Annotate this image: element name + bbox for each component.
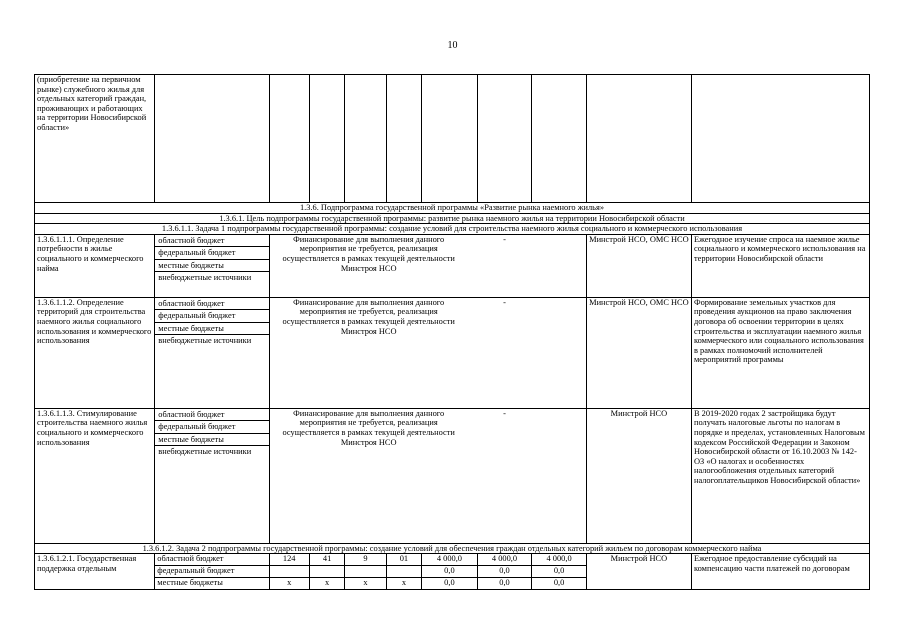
result-cell: В 2019-2020 годах 2 застройщика будут получать налоговые льготы по налогам в порядке и пределах, установленных Налоговым кодексом Российской Федерации и Законом Новосибирской области от 16.10.2003 № 142-ОЗ «О налогах и особенностях налогообложения отдельных категорий налогоплательщиков Новосибирской области» bbox=[691, 408, 869, 543]
executor-cell: Минстрой НСО bbox=[586, 408, 691, 543]
executor-cell: Минстрой НСО bbox=[586, 554, 691, 590]
table-row bbox=[35, 75, 870, 203]
measure-name-cell: 1.3.6.1.1.1. Определение потребности в жилье социального и коммерческого найма bbox=[35, 234, 155, 297]
dash-value: - bbox=[503, 234, 506, 244]
task1-header-row bbox=[35, 224, 870, 235]
goal-header-row bbox=[35, 213, 870, 224]
page-number: 10 bbox=[447, 40, 458, 51]
subprogram-title: 1.3.6. Подпрограмма государственной программы «Развитие рынка наемного жилья» bbox=[35, 203, 870, 214]
funding-note: Финансирование для выполнения данного мероприятия не требуется, реализация осуществляется в рамках текущей деятельности Минстроя НСО - bbox=[269, 234, 586, 297]
executor-cell: Минстрой НСО, ОМС НСО bbox=[586, 297, 691, 408]
task1-title: 1.3.6.1.1. Задача 1 подпрограммы государственной программы: создание условий для строительства наемного жилья социального и коммерческого использования bbox=[35, 224, 870, 235]
measure-name-cell: 1.3.6.1.1.3. Стимулирование строительства наемного жилья социального и коммерческого использования bbox=[35, 408, 155, 543]
table-row bbox=[35, 408, 870, 543]
table-row bbox=[35, 234, 870, 297]
dash-value: - bbox=[503, 297, 506, 307]
program-measures-table bbox=[34, 74, 870, 590]
task2-title: 1.3.6.1.2. Задача 2 подпрограммы государственной программы: создание условий для обеспечения граждан отдельных категорий жильем по договорам коммерческого найма bbox=[35, 543, 870, 554]
result-cell: Ежегодное изучение спроса на наемное жилье социального и коммерческого использования на территории Новосибирской области bbox=[691, 234, 869, 297]
subprogram-header-row bbox=[35, 203, 870, 214]
table-row: местные бюджеты х х х х 0,0 0,0 0,0 bbox=[35, 578, 870, 590]
table-row: 1.3.6.1.2.1. Государственная поддержка отдельным областной бюджет 124 41 9 01 4 000,0 4 000,0 4 000,0 Минстрой НСО Ежегодное предоставление субсидий на компенсацию части платежей по договорам bbox=[35, 554, 870, 566]
result-cell: Ежегодное предоставление субсидий на компенсацию части платежей по договорам bbox=[691, 554, 869, 590]
table-row: федеральный бюджет 0,0 0,0 0,0 bbox=[35, 566, 870, 578]
funding-sources-cell: областной бюджет федеральный бюджет местные бюджеты внебюджетные источники bbox=[155, 234, 269, 297]
measure-name-cell: 1.3.6.1.1.2. Определение территорий для строительства наемного жилья социального использования и коммерческого использования bbox=[35, 297, 155, 408]
dash-value: - bbox=[503, 408, 506, 418]
executor-cell: Минстрой НСО, ОМС НСО bbox=[586, 234, 691, 297]
funding-sources-cell: областной бюджет федеральный бюджет местные бюджеты внебюджетные источники bbox=[155, 408, 269, 543]
funding-note: Финансирование для выполнения данного мероприятия не требуется, реализация осуществляется в рамках текущей деятельности Минстроя НСО - bbox=[269, 408, 586, 543]
measure-name-cell: 1.3.6.1.2.1. Государственная поддержка отдельным bbox=[35, 554, 155, 590]
measure-name-cell: (приобретение на первичном рынке) служебного жилья для отдельных категорий граждан, проживающих и работающих на территории Новосибирской области» bbox=[35, 75, 155, 203]
funding-sources-cell: областной бюджет федеральный бюджет местные бюджеты внебюджетные источники bbox=[155, 297, 269, 408]
goal-title: 1.3.6.1. Цель подпрограммы государственной программы: развитие рынка наемного жилья на территории Новосибирской области bbox=[35, 213, 870, 224]
funding-note: Финансирование для выполнения данного мероприятия не требуется, реализация осуществляется в рамках текущей деятельности Минстроя НСО - bbox=[269, 297, 586, 408]
table-row bbox=[35, 297, 870, 408]
result-cell: Формирование земельных участков для проведения аукционов на право заключения договора об освоении территории в целях строительства и эксплуатации наемного жилья коммерческого или социального использования в рамках полномочий исполнителей мероприятий программы bbox=[691, 297, 869, 408]
task2-header-row bbox=[35, 543, 870, 554]
